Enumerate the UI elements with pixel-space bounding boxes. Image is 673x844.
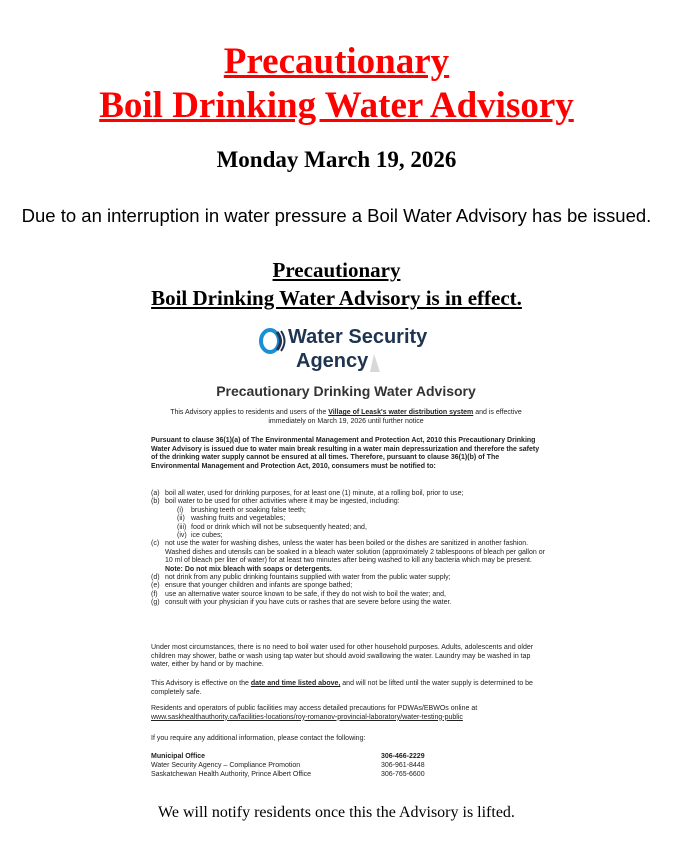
list-item: (b) boil water to be used for other activities where it may be ingested, including: [151, 498, 400, 506]
list-subitem: (ii) washing fruits and vegetables; [177, 515, 286, 523]
notice-title: Precautionary Drinking Water Advisory [216, 383, 476, 399]
notice-effective: This Advisory is effective on the date and time listed above, and will not be lifted until the water supply is determined to be completely safe. [151, 680, 533, 696]
contact-row: Municipal Office 306-466-2229 [151, 753, 425, 760]
notice-circumstances: Under most circumstances, there is no need to boil water used for other household purposes. Adults, adolescents and older children may shower, bathe or wash using tap water but should avoid swallowing the water. Laundry may be washed in tap water, either by hand or by machine. [151, 644, 534, 669]
subtitle-line-2: Boil Drinking Water Advisory is in effect. [151, 286, 522, 310]
title-line-1: Precautionary [223, 41, 450, 82]
title-line-2: Boil Drinking Water Advisory [99, 85, 574, 126]
advisory-date: Monday March 19, 2026 [216, 147, 457, 172]
list-item: (f) use an alternative water source known to be safe, if they do not wish to boil the water; and, [151, 590, 446, 598]
subtitle-line-1: Precautionary [272, 258, 401, 282]
contact-intro: If you require any additional information, please contact the following: [151, 735, 366, 742]
logo-line-1: Water Security [288, 326, 428, 348]
list-item: (d) not drink from any public drinking fountains supplied with water from the public water supply; [151, 574, 451, 582]
contact-row: Saskatchewan Health Authority, Prince Albert Office 306-765-6600 [151, 770, 425, 778]
list-subitem: (i) brushing teeth or soaking false teeth; [177, 506, 306, 514]
intro-text: Due to an interruption in water pressure a Boil Water Advisory has be issued. [21, 205, 652, 226]
notice-pursuant: Pursuant to clause 36(1)(a) of The Environmental Management and Protection Act, 2010 this Precautionary Drinking Water Advisory is issued due to water main break resulting in a water main depressurization and therefore the safety of the drinking water supply cannot be ensured at all times. Therefore, pursuant to clause 36(1)(b) of The Environmental Management and Protection Act, 2010, consumers must be notified to: [151, 437, 540, 470]
wheat-icon [370, 354, 380, 372]
logo-line-2: Agency [296, 350, 369, 372]
list-item: (c) not use the water for washing dishes, unless the water has been boiled or the dishes are sanitized in another fashion. Washed dishes and utensils can be soaked in a bleach water solution (approximately 2 tablespoons of bleach per gallon or 10 ml of bleach per liter of water) for at least two minutes after being washed to kill any bacteria which may be present. Note: Do not mix bleach with soaps or detergents. [151, 540, 545, 573]
water-security-agency-logo [258, 328, 458, 378]
list-item: (e) ensure that younger children and infants are sponge bathed; [151, 582, 353, 590]
list-subitem: (iv) ice cubes; [177, 532, 223, 540]
footer-note: We will notify residents once this the Advisory is lifted. [158, 804, 515, 821]
list-item: (a) boil all water, used for drinking purposes, for at least one (1) minute, at a rolling boil, prior to use; [151, 490, 464, 497]
water-drop-icon [258, 328, 286, 354]
list-subitem: (iii) food or drink which will not be subsequently heated; and, [177, 523, 367, 531]
contact-row: Water Security Agency – Compliance Promotion 306-961-8448 [151, 761, 425, 769]
notice-operators: Residents and operators of public facilities may access detailed precautions for PDWAs/EBWOs online at www.saskhealthauthority.ca/facilities-locations/roy-romanov-provincial-laboratory/water-testing-public [151, 705, 478, 721]
contact-list [151, 753, 531, 779]
list-item: (g) consult with your physician if you have cuts or rashes that are severe before using the water. [151, 599, 452, 607]
operators-link[interactable]: www.saskhealthauthority.ca/facilities-locations/roy-romanov-provincial-laboratory/water-testing-public [151, 713, 463, 721]
notice-applies: This Advisory applies to residents and users of the Village of Leask's water distribution system and is effective immediately on March 19, 2026 until further notice [170, 409, 522, 425]
notice-list [151, 490, 551, 608]
